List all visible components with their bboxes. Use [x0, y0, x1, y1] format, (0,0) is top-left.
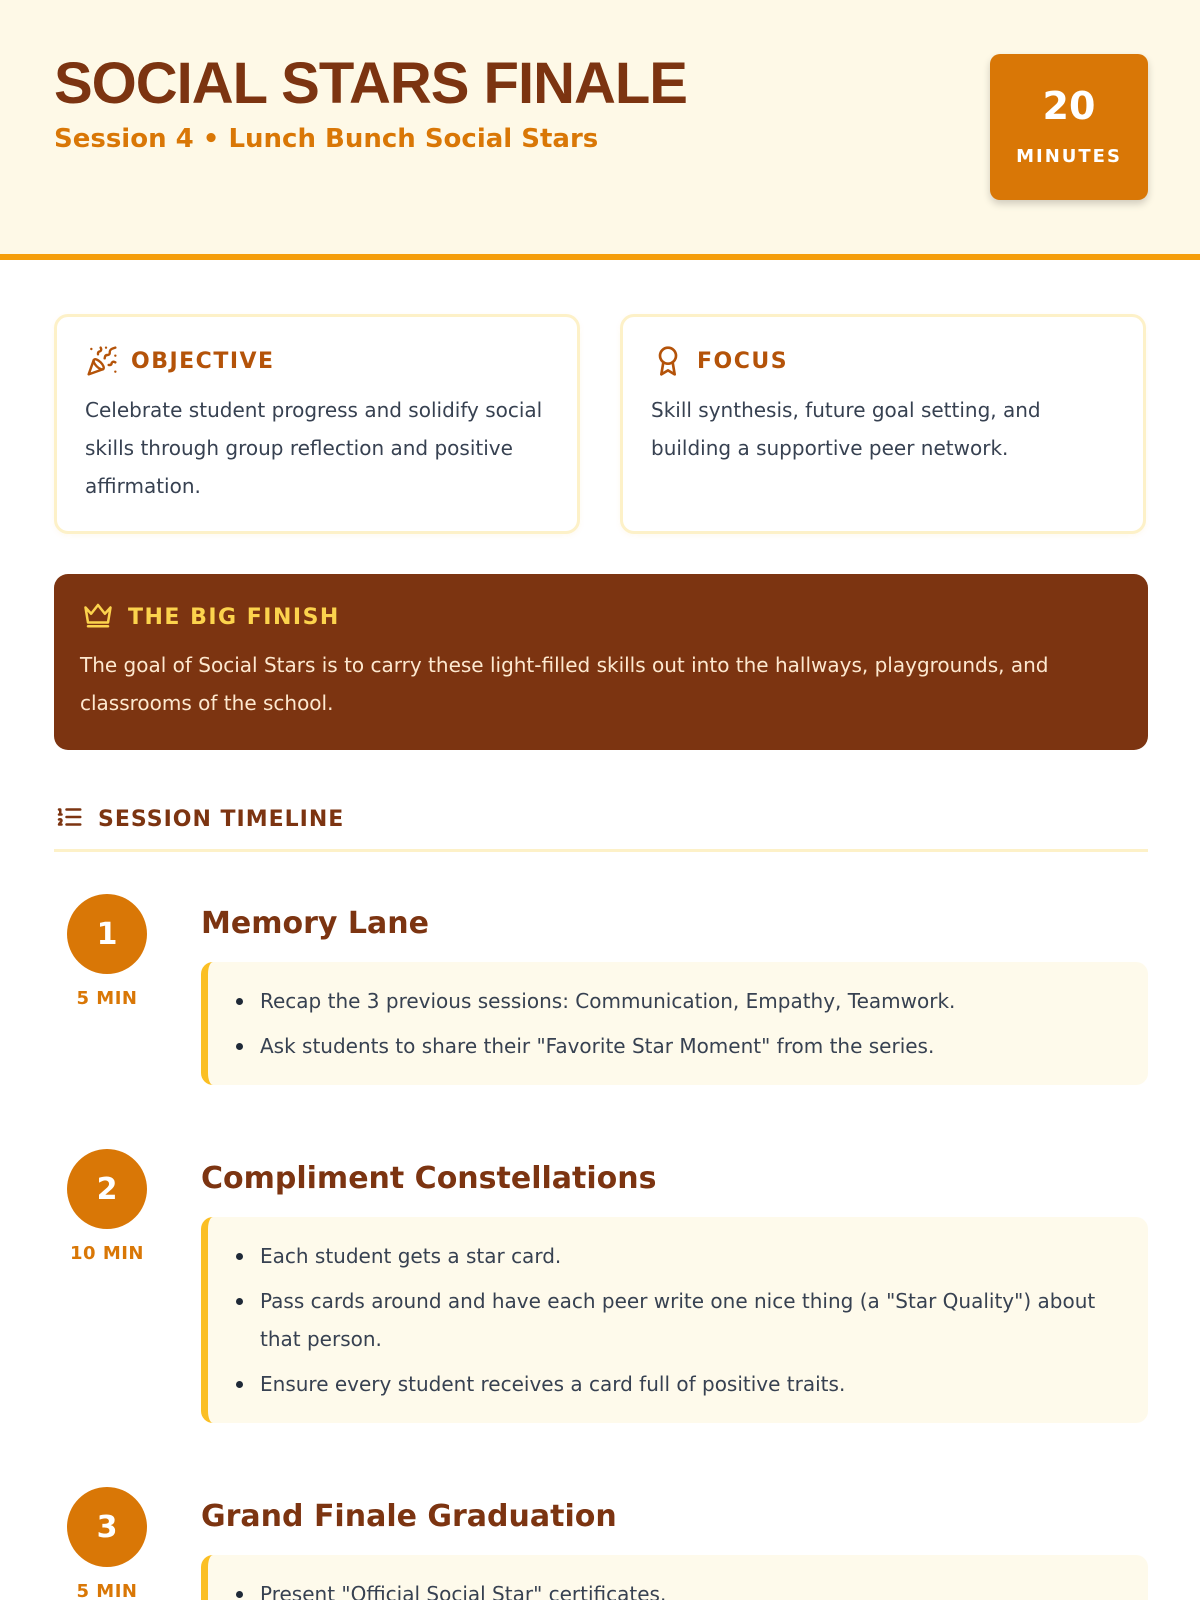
step-details [201, 1217, 1148, 1423]
step-bullet: Pass cards around and have each peer write one nice thing (a "Star Quality") about that person. [260, 1282, 1124, 1358]
timeline-heading [54, 802, 344, 836]
award-ribbon-icon [651, 344, 685, 378]
step-details [201, 1555, 1148, 1600]
step-bullet: Ask students to share their "Favorite Star Moment" from the series. [260, 1027, 1124, 1065]
big-finish-text: The goal of Social Stars is to carry these light-filled skills out into the hallways, playgrounds, and classrooms of the school. [80, 653, 1049, 715]
step-number: 3 [67, 1487, 147, 1567]
step-title: Grand Finale Graduation [201, 1499, 617, 1534]
step-bullet: Each student gets a star card. [260, 1237, 1124, 1275]
step-duration: 5 MIN [76, 988, 138, 1009]
step-bullet: Recap the 3 previous sessions: Communication, Empathy, Teamwork. [260, 982, 1124, 1020]
step-title: Memory Lane [201, 906, 429, 941]
duration-value: 20 [1042, 84, 1096, 128]
focus-label: FOCUS [697, 348, 789, 374]
objective-label: OBJECTIVE [131, 348, 275, 374]
objective-text: Celebrate student progress and solidify social skills through group reflection and positive affirmation. [85, 398, 543, 498]
focus-card [620, 314, 1146, 534]
duration-badge [990, 54, 1148, 200]
page-title: SOCIAL STARS FINALE [54, 51, 687, 116]
big-finish-panel [54, 574, 1148, 750]
timeline-divider [54, 849, 1148, 852]
big-finish-label: THE BIG FINISH [128, 604, 340, 630]
step-number: 1 [67, 894, 147, 974]
party-popper-icon [85, 344, 119, 378]
numbered-list-icon [54, 802, 84, 836]
step-duration: 10 MIN [70, 1243, 144, 1264]
step-details [201, 962, 1148, 1085]
objective-card [54, 314, 580, 534]
step-number: 2 [67, 1149, 147, 1229]
timeline-label: SESSION TIMELINE [98, 806, 345, 832]
crown-icon [82, 600, 114, 634]
step-duration: 5 MIN [76, 1581, 138, 1600]
step-bullet: Present "Official Social Star" certificates. [260, 1575, 1124, 1600]
step-bullet: Ensure every student receives a card full of positive traits. [260, 1365, 1124, 1403]
step-title: Compliment Constellations [201, 1161, 657, 1196]
focus-text: Skill synthesis, future goal setting, and building a supportive peer network. [651, 398, 1041, 460]
duration-unit: MINUTES [1016, 146, 1122, 167]
page-header [0, 0, 1200, 260]
page-subtitle: Session 4 • Lunch Bunch Social Stars [54, 124, 599, 154]
